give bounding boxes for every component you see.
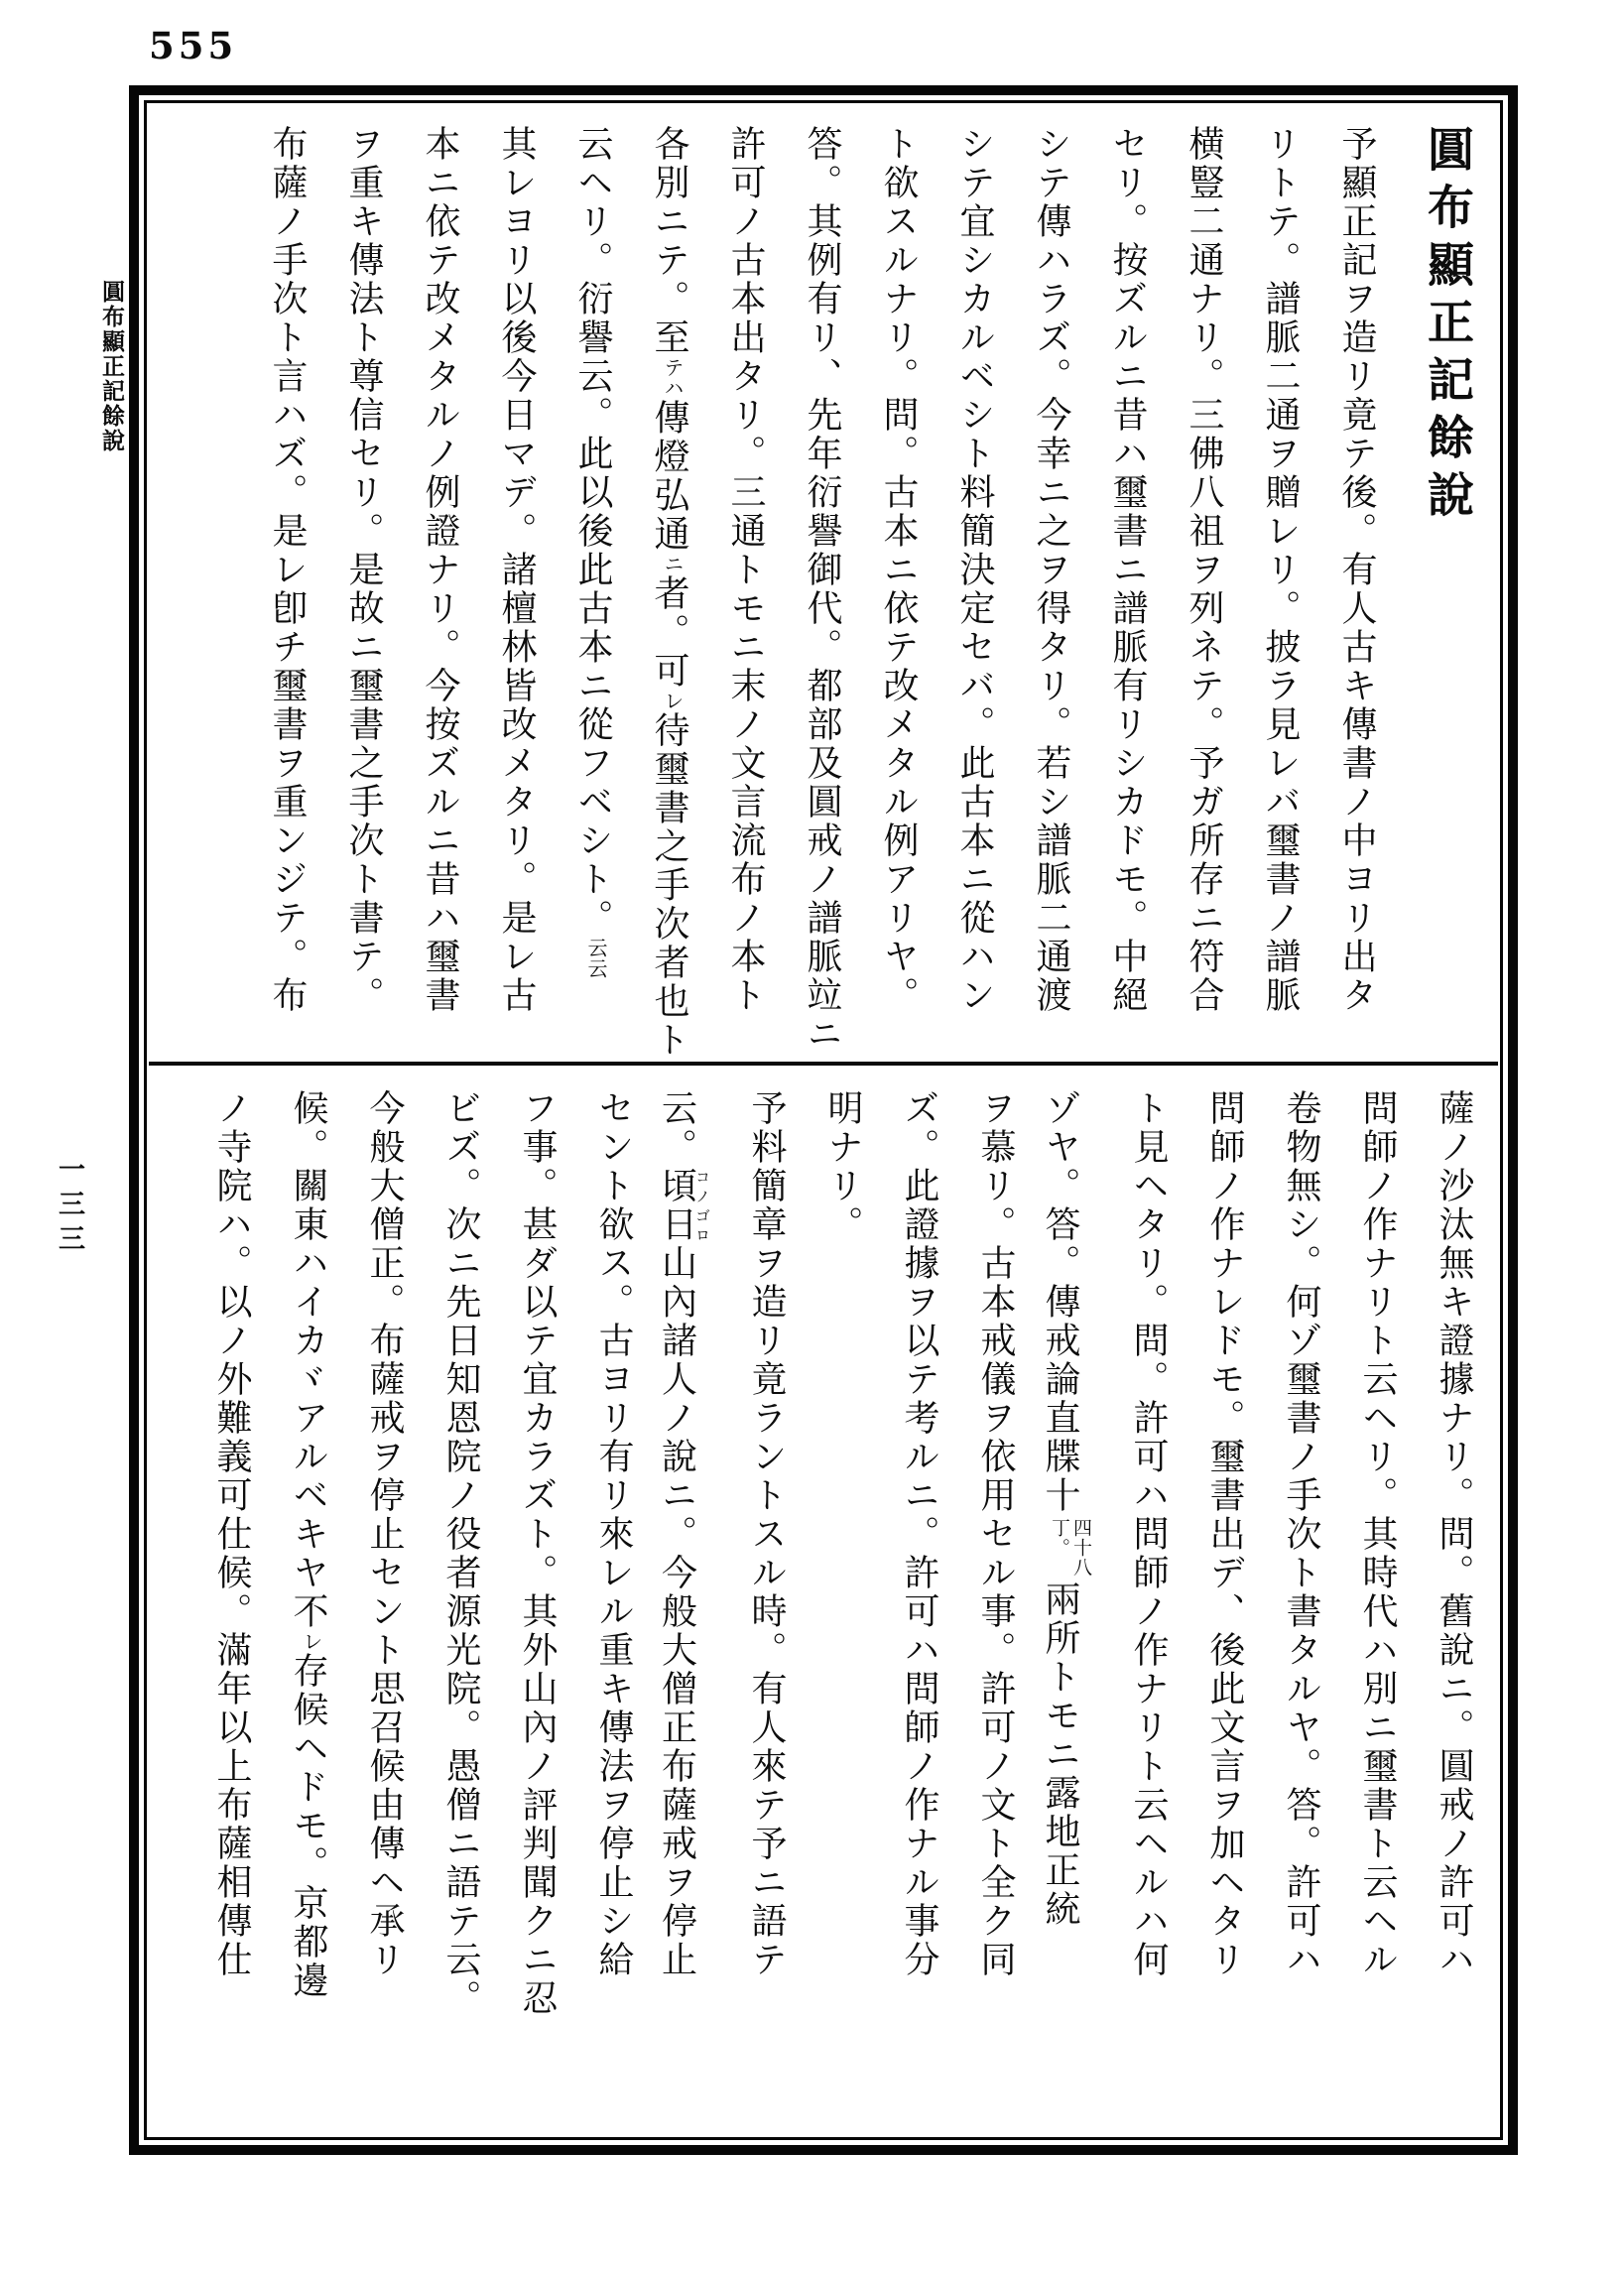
text-segment: シテ傳ハラズ。今幸ニ之ヲ得タリ。若シ譜脈二通渡 [1031, 125, 1071, 1015]
text-segment: 予料簡章ヲ造リ竟ラントスル時。有人來テ予ニ語テ [746, 1089, 787, 1979]
text-segment: 山內諸人ノ說ニ。今般大僧正布薩戒ヲ停止 [656, 1244, 697, 1979]
text-segment: 候。關東ハイカヾアルベキヤ不 [288, 1089, 328, 1631]
bottom-text-block [176, 1089, 1474, 2156]
text-segment: 各別ニテ。至 [649, 125, 689, 357]
text-segment: シテ宜シカルベシト料簡決定セバ。此古本ニ從ハン [954, 125, 995, 1015]
text-segment: 者。可 [649, 574, 689, 691]
text-column-6 [1040, 1089, 1092, 2156]
text-column-5 [1125, 1089, 1169, 2156]
text-segment: 卷物無シ。何ゾ璽書ノ手次ト書タルヤ。答。許可ハ [1281, 1089, 1321, 1979]
text-column-15 [361, 1089, 405, 2156]
text-segment: 明ナリ。 [822, 1089, 863, 1244]
text-column-15 [264, 125, 308, 1063]
text-segment: 今般大僧正。布薩戒ヲ停止セント思召候由傳ヘ承リ [364, 1089, 405, 1979]
warichu-note [1049, 1518, 1092, 1578]
text-segment: 存候ヘドモ。京都邊 [288, 1652, 328, 2000]
text-segment: 予顯正記ヲ造リ竟テ後。有人古キ傳書ノ中ヨリ出タ [1336, 125, 1377, 1015]
text-segment: 兩所トモニ露地正統 [1040, 1581, 1080, 1929]
text-segment: ズ。此證據ヲ以テ考ルニ。許可ハ問師ノ作ナル事分 [899, 1089, 939, 1979]
text-column-6 [951, 125, 995, 1063]
page-number-side: 一三三 [54, 1155, 84, 1259]
text-column-8 [896, 1089, 939, 2156]
small-annotation: テハ [661, 357, 685, 399]
text-segment: セント欲ス。古ヨリ有リ來レル重キ傳法ヲ停止シ給 [593, 1089, 634, 1979]
top-text-block [231, 125, 1474, 1063]
small-annotation: ニ [661, 554, 685, 574]
text-column-3 [1278, 1089, 1321, 2156]
small-annotation: 云云 [584, 938, 608, 979]
text-segment: ヲ重キ傳法ト尊信セリ。是故ニ璽書之手次ト書テ。 [343, 125, 384, 1015]
small-annotation: レ [300, 1631, 323, 1652]
text-segment: ト欲スルナリ。問。古本ニ依テ改メタル例アリヤ。 [878, 125, 919, 1015]
text-column-13 [514, 1089, 558, 2156]
text-segment: 待璽書之手次者也ト [649, 711, 689, 1060]
text-column-9 [819, 1089, 863, 2156]
furigana-term: 頃日コノゴロ [656, 1167, 711, 1244]
text-segment: 問師ノ作ナリト云ヘリ。其時代ハ別ニ璽書ト云ヘル [1357, 1089, 1398, 1979]
block-divider-rule [149, 1062, 1498, 1066]
small-annotation: レ [661, 691, 685, 711]
text-column-17 [208, 1089, 252, 2156]
text-segment: ゾヤ。答。傳戒論直牒十 [1040, 1089, 1080, 1515]
text-segment: ビズ。次ニ先日知恩院ノ役者源光院。愚僧ニ語テ云。 [440, 1089, 481, 2018]
furigana: コノゴロ [693, 1167, 711, 1244]
text-column-9 [722, 125, 766, 1063]
text-column-11 [656, 1089, 711, 2156]
text-column-11 [569, 125, 613, 1063]
text-segment: 答。其例有リ、先年衍譽御代。都部及圓戒ノ譜脈竝ニ [802, 125, 842, 1054]
text-column-10 [743, 1089, 787, 2156]
text-segment: 其レヨリ以後今日マデ。諸檀林皆改メタリ。是レ古 [496, 125, 537, 1015]
text-column-16 [285, 1089, 328, 2156]
text-segment: セリ。按ズルニ昔ハ璽書ニ譜脈有リシカドモ。中絕 [1107, 125, 1148, 1015]
text-segment: 云ヘリ。衍譽云。此以後此古本ニ從フベシト。 [572, 125, 613, 938]
warichu-half: 丁。 [1049, 1518, 1070, 1558]
text-segment: ノ寺院ハ。以ノ外難義可仕候。滿年以上布薩相傳仕 [211, 1089, 252, 1979]
text-column-10 [646, 125, 689, 1063]
page-number-top: 555 [149, 24, 238, 67]
text-column-8 [799, 125, 842, 1063]
warichu-half: 四十八 [1070, 1518, 1092, 1578]
text-column-3 [1181, 125, 1224, 1063]
text-segment: 問師ノ作ナレドモ。璽書出デ、後此文言ヲ加ヘタリ [1204, 1089, 1245, 1979]
text-column-2 [1257, 125, 1301, 1063]
text-segment: ト見ヘタリ。問。許可ハ問師ノ作ナリト云ヘルハ何 [1128, 1089, 1169, 1979]
text-column-1 [1431, 1089, 1474, 2156]
text-column-4 [1104, 125, 1148, 1063]
text-segment: 云。 [656, 1089, 697, 1167]
section-title: 圓布顯正記餘說 [1420, 125, 1474, 528]
text-column-12 [493, 125, 537, 1063]
text-column-1 [1333, 125, 1377, 1063]
text-column-12 [590, 1089, 634, 2156]
text-column-14 [437, 1089, 481, 2156]
text-segment: フ事。甚ダ以テ宜カラズト。其外山內ノ評判聞クニ忍 [517, 1089, 558, 2018]
text-segment: 本ニ依テ改メタルノ例證ナリ。今按ズルニ昔ハ璽書 [420, 125, 460, 1015]
text-column-7 [972, 1089, 1016, 2156]
text-column-7 [875, 125, 919, 1063]
double-rule-frame [129, 85, 1518, 2155]
text-segment: 許可ノ古本出タリ。三通トモニ末ノ文言流布ノ本ト [725, 125, 766, 1015]
text-segment: 傳燈弘通 [649, 399, 689, 554]
text-column-14 [340, 125, 384, 1063]
text-column-2 [1354, 1089, 1398, 2156]
text-segment: 布薩ノ手次ト言ハズ。是レ卽チ璽書ヲ重ンジテ。布 [267, 125, 308, 1015]
text-segment: 薩ノ沙汰無キ證據ナリ。問。舊說ニ。圓戒ノ許可ハ [1434, 1089, 1474, 1979]
text-column-13 [417, 125, 460, 1063]
text-column-5 [1028, 125, 1071, 1063]
margin-side-title: 圓布顯正記餘說 [98, 280, 125, 453]
text-segment: リトテ。譜脈二通ヲ贈レリ。披ラ見レバ璽書ノ譜脈 [1260, 125, 1301, 1015]
text-segment: 横豎二通ナリ。三佛八祖ヲ列ネテ。予ガ所存ニ符合 [1184, 125, 1224, 1015]
text-segment: ヲ慕リ。古本戒儀ヲ依用セル事。許可ノ文ト全ク同 [975, 1089, 1016, 1979]
text-column-4 [1201, 1089, 1245, 2156]
